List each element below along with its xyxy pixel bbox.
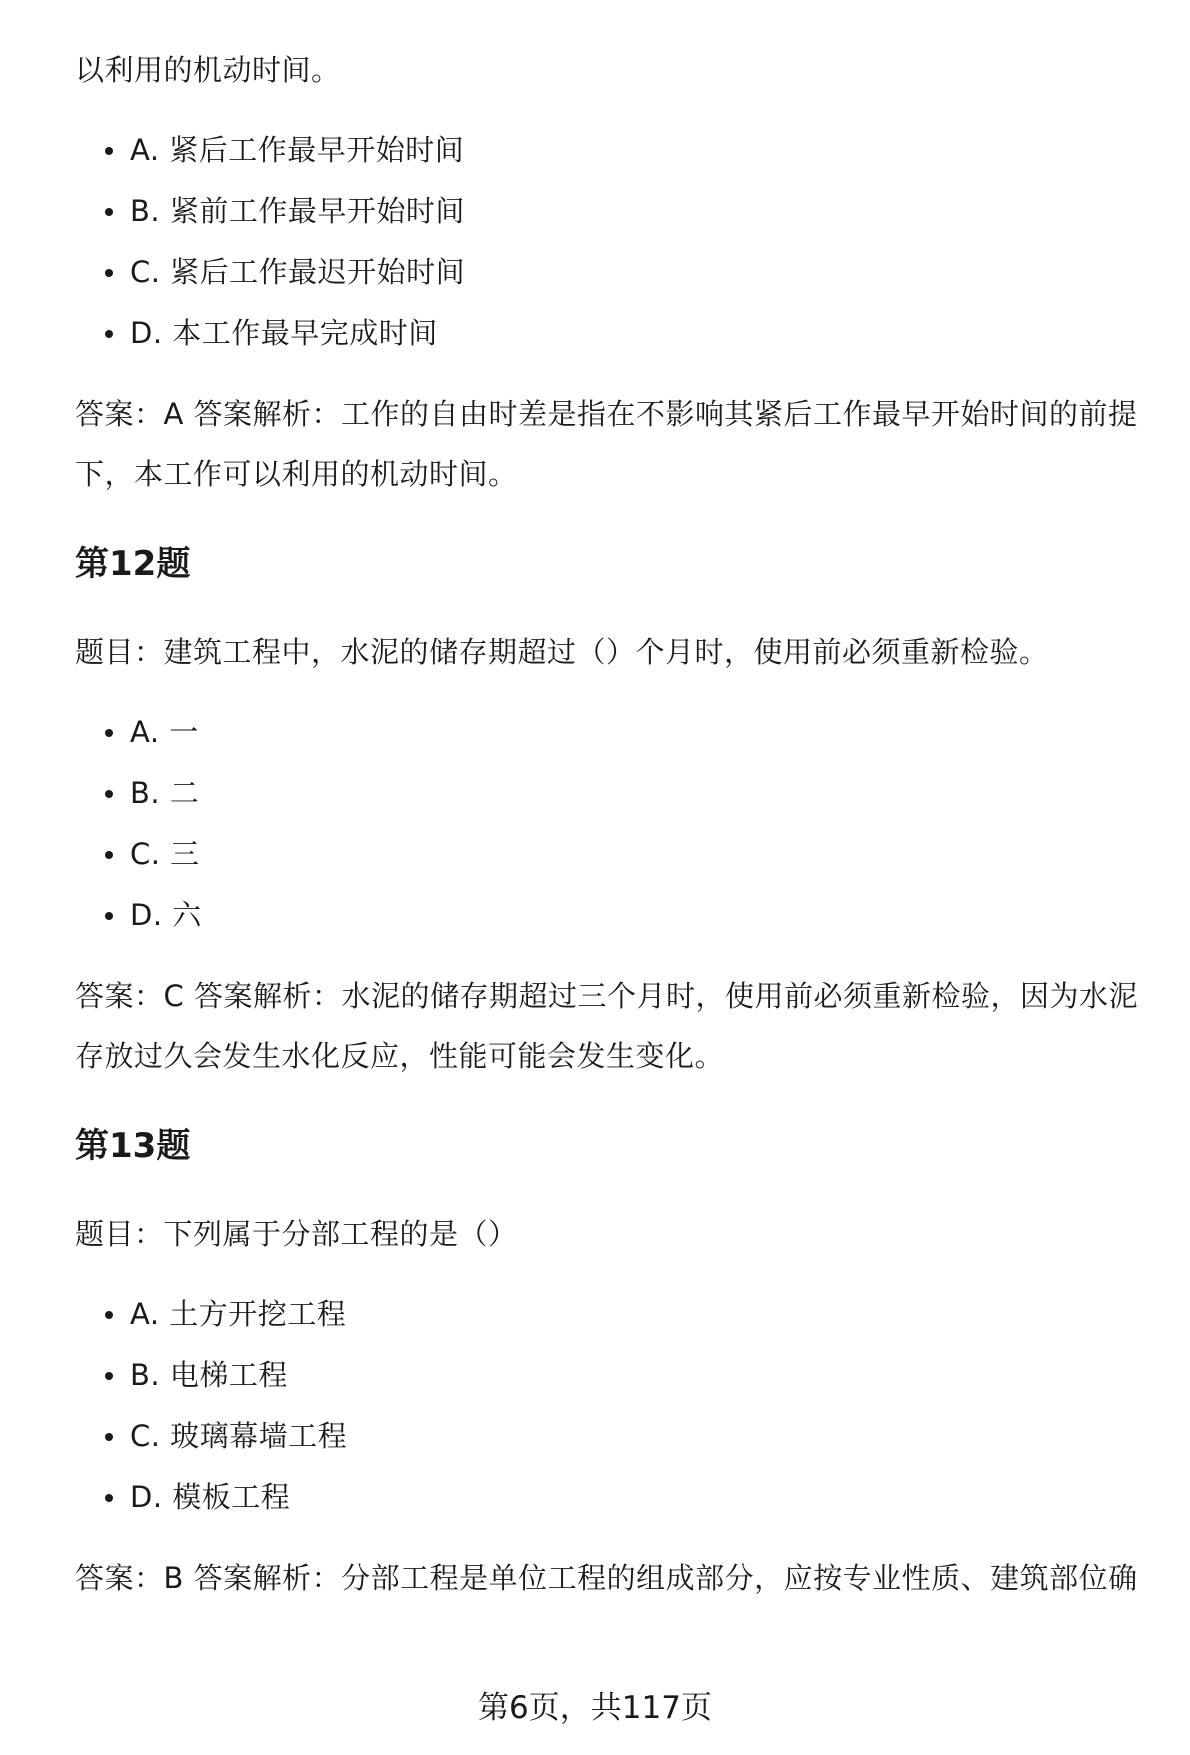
option-text: C. 三 [130,837,200,871]
option-text: A. 紧后工作最早开始时间 [130,133,465,167]
option-text: D. 六 [130,898,202,932]
q12-option-b [75,763,1165,824]
bullet-icon [105,208,113,216]
q12-option-d [75,885,1165,946]
option-text: B. 二 [130,776,200,810]
option-text: B. 电梯工程 [130,1358,288,1392]
option-text: D. 模板工程 [130,1480,291,1514]
option-text: A. 土方开挖工程 [130,1297,347,1331]
bullet-icon [105,912,113,920]
q13-option-b [75,1345,1165,1406]
q12-options [75,702,1165,946]
q13-question: 题目：下列属于分部工程的是（） [75,1217,518,1251]
q12-title: 第12题 [75,544,191,584]
q11-option-c [75,242,1165,303]
option-text: C. 紧后工作最迟开始时间 [130,255,466,289]
q13-option-c [75,1406,1165,1467]
q11-answer-line-2: 下，本工作可以利用的机动时间。 [75,457,518,491]
bullet-icon [105,269,113,277]
q11-options [75,120,1165,364]
q13-options [75,1284,1165,1528]
continuation-text: 以利用的机动时间。 [75,53,341,87]
q12-answer-line-2: 存放过久会发生水化反应，性能可能会发生变化。 [75,1039,725,1073]
q13-option-d [75,1467,1165,1528]
q13-title: 第13题 [75,1126,191,1166]
page-footer: 第6页，共117页 [0,1688,1190,1728]
bullet-icon [105,1494,113,1502]
q12-option-c [75,824,1165,885]
bullet-icon [105,147,113,155]
q13-option-a [75,1284,1165,1345]
option-text: D. 本工作最早完成时间 [130,316,438,350]
q12-answer-line-1: 答案：C 答案解析：水泥的储存期超过三个月时，使用前必须重新检验，因为水泥 [75,979,1138,1013]
q11-option-a [75,120,1165,181]
bullet-icon [105,1311,113,1319]
q11-option-b [75,181,1165,242]
document-content [75,40,1165,1608]
bullet-icon [105,330,113,338]
option-text: A. 一 [130,715,199,749]
q11-option-d [75,303,1165,364]
q12-option-a [75,702,1165,763]
q11-answer-line-1: 答案：A 答案解析：工作的自由时差是指在不影响其紧后工作最早开始时间的前提 [75,397,1138,431]
option-text: C. 玻璃幕墙工程 [130,1419,348,1453]
bullet-icon [105,729,113,737]
q13-answer-line-1: 答案：B 答案解析：分部工程是单位工程的组成部分，应按专业性质、建筑部位确 [75,1561,1138,1595]
bullet-icon [105,790,113,798]
bullet-icon [105,1372,113,1380]
bullet-icon [105,851,113,859]
option-text: B. 紧前工作最早开始时间 [130,194,465,228]
bullet-icon [105,1433,113,1441]
q12-question: 题目：建筑工程中，水泥的储存期超过（）个月时，使用前必须重新检验。 [75,635,1049,669]
